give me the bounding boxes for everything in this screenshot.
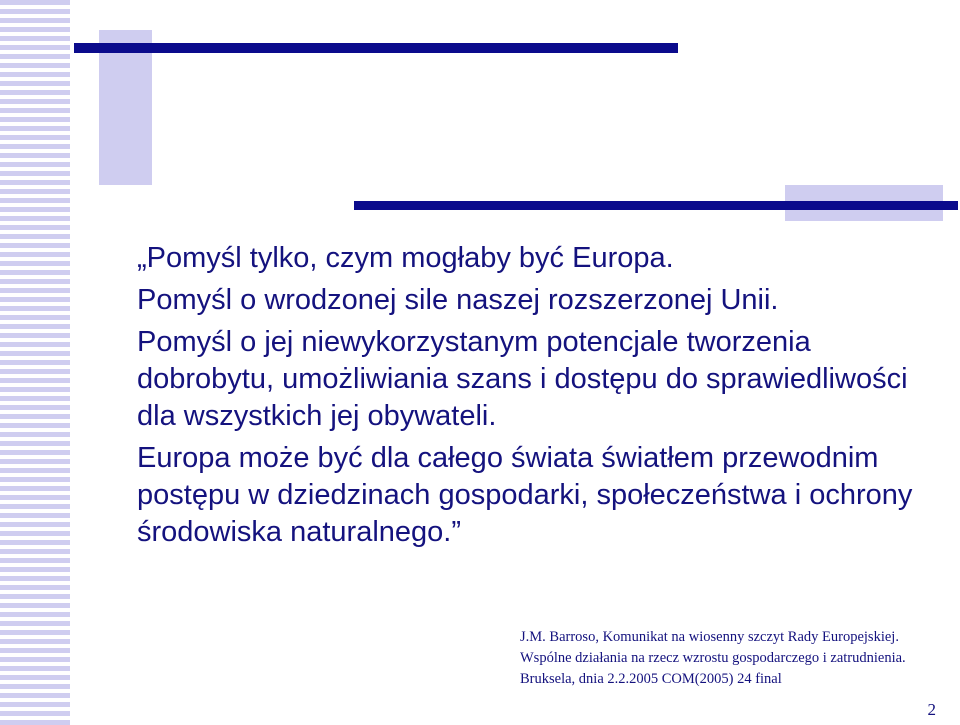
decorative-square-top-left — [99, 30, 152, 185]
decorative-bar-right — [354, 201, 958, 210]
quote-paragraph-2: Pomyśl o wrodzonej sile naszej rozszerzonej Unii. — [137, 284, 779, 316]
page-number: 2 — [927, 700, 936, 719]
decorative-bar-top — [74, 43, 678, 53]
citation-block — [520, 627, 906, 690]
left-decorative-stripes — [0, 0, 74, 725]
quote-paragraph-1: „Pomyśl tylko, czym mogłaby być Europa. — [137, 242, 674, 274]
citation-line-3: Bruksela, dnia 2.2.2005 COM(2005) 24 final — [520, 671, 782, 687]
citation-line-1: J.M. Barroso, Komunikat na wiosenny szczyt Rady Europejskiej. — [520, 629, 899, 645]
quote-paragraph-3: Pomyśl o jej niewykorzystanym potencjale tworzenia dobrobytu, umożliwiania szans i dostępu do sprawiedliwości dla wszystkich jej obywateli. — [137, 326, 908, 432]
quote-block — [137, 240, 937, 556]
citation-line-2: Wspólne działania na rzecz wzrostu gospodarczego i zatrudnienia. — [520, 650, 906, 666]
quote-paragraph-4: Europa może być dla całego świata światłem przewodnim postępu w dziedzinach gospodarki, społeczeństwa i ochrony środowiska naturalnego.” — [137, 442, 913, 548]
